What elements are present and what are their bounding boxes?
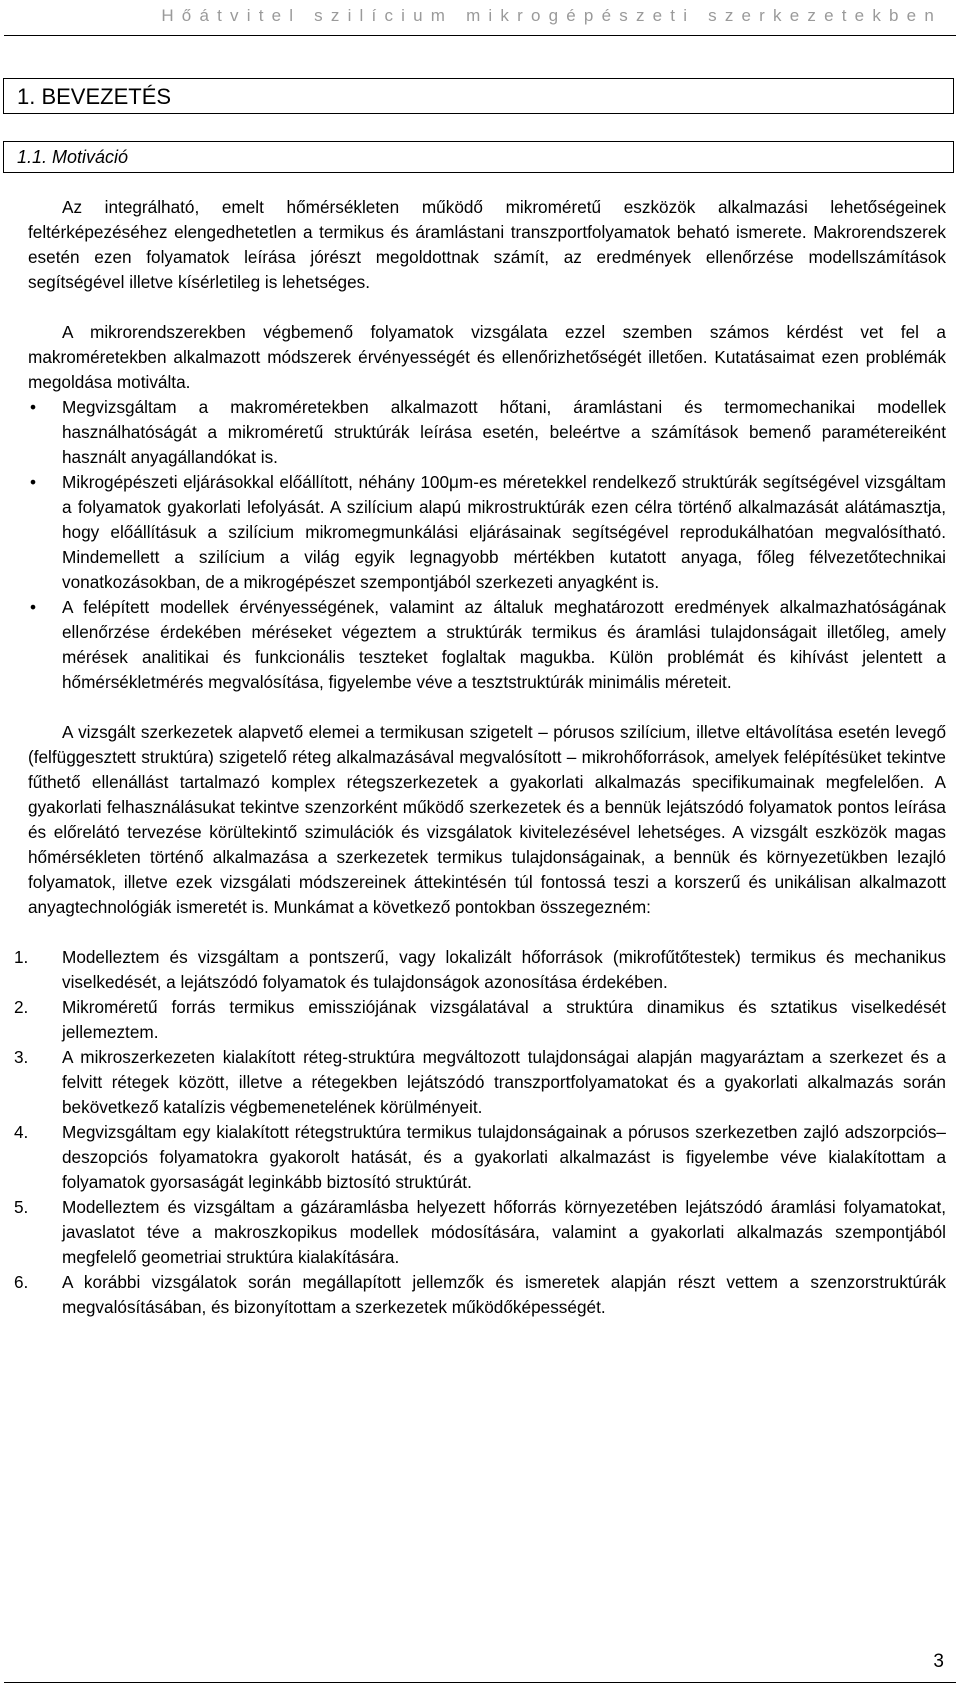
- numbered-item: [14, 1120, 946, 1195]
- section-heading-box: [3, 141, 954, 173]
- item-number: 2.: [14, 997, 29, 1017]
- chapter-heading: 1. BEVEZETÉS: [17, 84, 172, 109]
- item-number: 6.: [14, 1272, 29, 1292]
- header-rule: [4, 35, 956, 36]
- page-number: 3: [933, 1651, 944, 1672]
- bullet-icon: •: [30, 472, 37, 492]
- item-number: 4.: [14, 1122, 29, 1142]
- item-number: 5.: [14, 1197, 29, 1217]
- item-number: 1.: [14, 947, 29, 967]
- item-text: Modelleztem és vizsgáltam a pontszerű, vagy lokalizált hőforrások (mikrofűtőtestek) termikus és mechanikus viselkedését, a lejátszódó folyamatok és tulajdonságok azonosítása érdekében.: [62, 947, 946, 992]
- numbered-list: [14, 945, 946, 1320]
- item-text: Megvizsgáltam egy kialakított rétegstruktúra termikus tulajdonságainak a pórusos szerkezetben zajló adszorpciós–deszopciós folyamatokra gyakorolt hatását, és a gyakorlati alkalmazást is figyelembe véve kialakítottam a folyamatok gyorsaságát leginkább biztosító struktúrát.: [62, 1122, 946, 1192]
- item-text: A korábbi vizsgálatok során megállapított jellemzők és ismeretek alapján részt vettem a szenzorstruktúrák megvalósításában, és bizonyítottam a szerkezetek működőképességét.: [62, 1272, 946, 1317]
- footer-rule: [4, 1682, 956, 1683]
- paragraph-2: A mikrorendszerekben végbemenő folyamatok vizsgálata ezzel szemben számos kérdést vet fel a makroméretekben alkalmazott módszerek érvényességét és ellenőrizhetőségét illetően. Kutatásaimat ezen problémák megoldása motiválta.: [28, 322, 946, 392]
- running-header: Hőátvitel szilícium mikrogépészeti szerkezetekben: [161, 6, 942, 25]
- bullet-icon: •: [30, 597, 37, 617]
- numbered-item: [14, 945, 946, 995]
- bullet-list: [28, 395, 946, 695]
- bullet-text: A felépített modellek érvényességének, valamint az általuk meghatározott eredmények alkalmazhatóságának ellenőrzése érdekében méréseket végeztem a struktúrák termikus és áramlási tulajdonságait illetőleg, amely mérések analitikai és funkcionális teszteket foglaltak magukba. Külön problémát és kihívást jelentett a hőmérsékletmérés megvalósítása, figyelembe véve a tesztstruktúrák minimális méreteit.: [62, 597, 946, 692]
- paragraph-1: Az integrálható, emelt hőmérsékleten működő mikroméretű eszközök alkalmazási lehetőségeinek feltérképezéséhez elengedhetetlen a termikus és áramlástani transzportfolyamatok beható ismerete. Makrorendszerek esetén ezen folyamatok leírása jórészt megoldottnak számít, az eredmények ellenőrzése modellszámítások segítségével illetve kísérletileg is lehetséges.: [28, 197, 946, 292]
- numbered-item: [14, 1045, 946, 1120]
- bullet-text: Megvizsgáltam a makroméretekben alkalmazott hőtani, áramlástani és termomechanikai modellek használhatóságát a mikroméretű struktúrák leírása esetén, beleértve a számítások bemenő paramétereiként használt anyagállandókat is.: [62, 397, 946, 467]
- numbered-item: [14, 995, 946, 1045]
- paragraph-3: A vizsgált szerkezetek alapvető elemei a termikusan szigetelt – pórusos szilícium, illetve eltávolítása esetén levegő (felfüggesztett struktúra) szigetelő réteg alkalmazásával megvalósított – mikrohőforrások, amelyek felépítésüket tekintve fűthető ellenállást tartalmazó komplex rétegszerkezetek a gyakorlati alkalmazás specifikumainak megfelelően. A gyakorlati felhasználásukat tekintve szenzorként működő szerkezetek és a bennük lejátszódó folyamatok pontos leírása és előrelátó tervezése körültekintő szimulációk és vizsgálatok kivitelezésével lehetséges. A vizsgált eszközök magas hőmérsékleten történő alkalmazása a szerkezetek termikus tulajdonságainak, a bennük és környezetükben lezajló folyamatok, illetve ezek vizsgálati módszereinek áttekintésén túl fontossá teszi a korszerű és unikálisan alkalmazott anyagtechnológiák ismeretét is. Munkámat a következő pontokban összegezném:: [28, 722, 946, 917]
- section-heading: 1.1. Motiváció: [17, 147, 129, 167]
- numbered-item: [14, 1195, 946, 1270]
- chapter-heading-box: [3, 78, 954, 114]
- bullet-item: [28, 595, 946, 695]
- item-text: A mikroszerkezeten kialakított réteg-struktúra megváltozott tulajdonságai alapján magyaráztam a szerkezet és a felvitt rétegek között, illetve a rétegekben lejátszódó transzportfolyamatokat és a gyakorlati alkalmazás során bekövetkező katalízis végbemenetelének körülményeit.: [62, 1047, 946, 1117]
- bullet-text: Mikrogépészeti eljárásokkal előállított, néhány 100μm-es méretekkel rendelkező struktúrák segítségével vizsgáltam a folyamatok gyakorlati lefolyását. A szilícium alapú mikrostruktúrák ezen célra történő alkalmazását alátámasztja, hogy előállításuk a szilícium mikromegmunkálási eljárásainak segítségével reprodukálhatóan megvalósítható. Mindemellett a szilícium a világ egyik legnagyobb mértékben kutatott anyaga, főleg félvezetőtechnikai vonatkozásokban, de a mikrogépészet szempontjából szerkezeti anyagként is.: [62, 472, 946, 592]
- bullet-item: [28, 470, 946, 595]
- item-text: Modelleztem és vizsgáltam a gázáramlásba helyezett hőforrás környezetében lejátszódó áramlási folyamatokat, javaslatot téve a makroszkopikus modellek módosítására, valamint a gyakorlati alkalmazás szempontjából megfelelő geometriai struktúra kialakítására.: [62, 1197, 946, 1267]
- item-text: Mikroméretű forrás termikus emissziójának vizsgálatával a struktúra dinamikus és sztatikus viselkedését jellemeztem.: [62, 997, 946, 1042]
- bullet-icon: •: [30, 397, 37, 417]
- body-text: [14, 195, 946, 1320]
- item-number: 3.: [14, 1047, 29, 1067]
- numbered-item: [14, 1270, 946, 1320]
- bullet-item: [28, 395, 946, 470]
